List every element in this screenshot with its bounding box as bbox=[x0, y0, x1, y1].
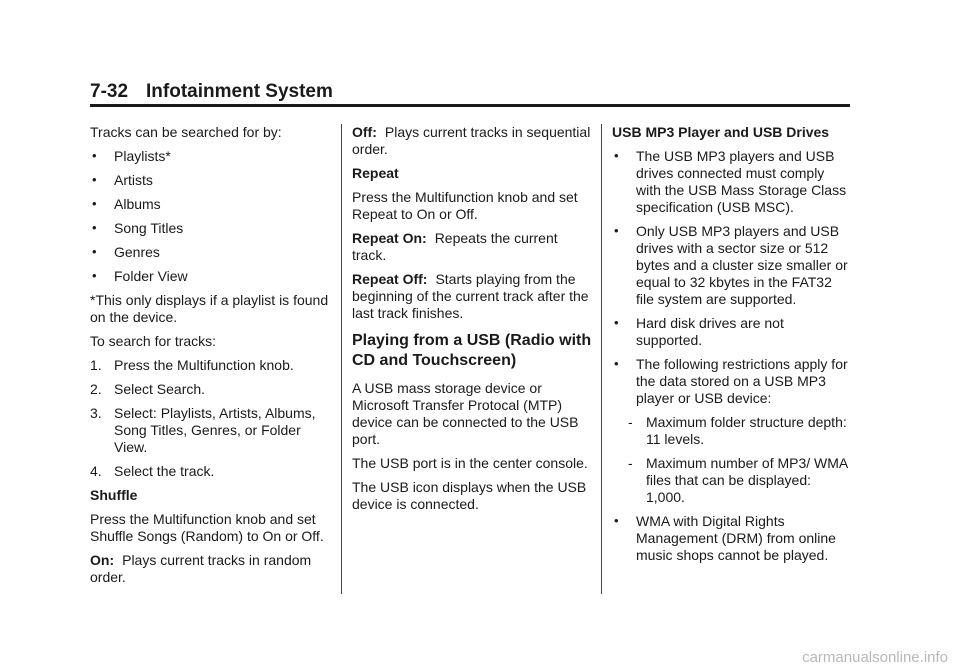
list-item: • Hard disk drives are not supported. bbox=[614, 315, 784, 348]
bullet-icon: • bbox=[92, 244, 97, 259]
watermark: carmanualsonline.info bbox=[802, 649, 948, 666]
header-rule bbox=[90, 104, 850, 107]
bullet-icon: • bbox=[92, 196, 97, 211]
repeat-on-definition: Repeat On: Repeats the current track. bbox=[352, 230, 558, 263]
step-item: 4. Select the track. bbox=[90, 463, 215, 479]
list-item: • Genres bbox=[92, 244, 160, 260]
sub-list-item: - Maximum folder structure depth: 11 levels. bbox=[628, 414, 847, 447]
dash-icon: - bbox=[628, 414, 633, 430]
bullet-icon: • bbox=[92, 172, 97, 187]
shuffle-off-definition: Off: Plays current tracks in sequential order. bbox=[352, 124, 591, 157]
list-item: • Playlists* bbox=[92, 148, 171, 164]
sub-list-item: - Maximum number of MP3/ WMA files that can be displayed: 1,000. bbox=[628, 455, 848, 505]
step-item: 1. Press the Multifunction knob. bbox=[90, 357, 294, 373]
column-3 bbox=[612, 124, 852, 571]
bullet-icon: • bbox=[92, 148, 97, 163]
column-1 bbox=[90, 124, 330, 593]
column-divider-2 bbox=[601, 124, 602, 594]
bullet-icon: • bbox=[614, 513, 619, 528]
step-item: 3. Select: Playlists, Artists, Albums, Song Titles, Genres, or Folder View. bbox=[90, 405, 316, 455]
bullet-icon: • bbox=[614, 148, 619, 163]
list-item: • The USB MP3 players and USB drives connected must comply with the USB Mass Storage Class specification (USB MSC). bbox=[614, 148, 847, 215]
list-item: • The following restrictions apply for the data stored on a USB MP3 player or USB device: bbox=[614, 356, 848, 406]
usb-paragraph-1: A USB mass storage device or Microsoft Transfer Protocal (MTP) device can be connected to the USB port. bbox=[352, 380, 579, 447]
list-item: • Artists bbox=[92, 172, 153, 188]
list-item: • Albums bbox=[92, 196, 161, 212]
list-item: • Song Titles bbox=[92, 220, 184, 236]
repeat-heading: Repeat bbox=[352, 165, 399, 181]
search-intro: Tracks can be searched for by: bbox=[90, 124, 282, 140]
list-item: • WMA with Digital Rights Management (DRM) from online music shops cannot be played. bbox=[614, 513, 836, 563]
page-header bbox=[90, 80, 850, 104]
dash-icon: - bbox=[628, 455, 633, 471]
page-number: 7-32 bbox=[90, 81, 129, 102]
repeat-off-definition: Repeat Off: Starts playing from the beginning of the current track after the last track finishes. bbox=[352, 271, 589, 321]
bullet-icon: • bbox=[614, 356, 619, 371]
bullet-icon: • bbox=[614, 223, 619, 238]
usb-drives-heading: USB MP3 Player and USB Drives bbox=[612, 124, 830, 140]
bullet-icon: • bbox=[92, 268, 97, 283]
steps-intro: To search for tracks: bbox=[90, 333, 217, 349]
shuffle-heading: Shuffle bbox=[90, 487, 138, 503]
step-item: 2. Select Search. bbox=[90, 381, 206, 397]
usb-paragraph-2: The USB port is in the center console. bbox=[352, 455, 588, 471]
section-title: Infotainment System bbox=[146, 81, 333, 102]
shuffle-on-definition: On: Plays current tracks in random order. bbox=[90, 552, 312, 585]
playlist-footnote: *This only displays if a playlist is found on the device. bbox=[90, 292, 329, 325]
list-item: • Only USB MP3 players and USB drives with a sector size or 512 bytes and a cluster size smaller or equal to 32 kbytes in the FAT32 file system are supported. bbox=[614, 223, 848, 307]
column-divider-1 bbox=[341, 124, 342, 594]
bullet-icon: • bbox=[614, 315, 619, 330]
usb-paragraph-3: The USB icon displays when the USB device is connected. bbox=[352, 479, 587, 512]
list-item: • Folder View bbox=[92, 268, 188, 284]
repeat-text: Press the Multifunction knob and set Repeat to On or Off. bbox=[352, 189, 578, 222]
bullet-icon: • bbox=[92, 220, 97, 235]
usb-section-heading: Playing from a USB (Radio with CD and Touchscreen) bbox=[352, 332, 592, 369]
shuffle-text: Press the Multifunction knob and set Shuffle Songs (Random) to On or Off. bbox=[90, 511, 324, 544]
column-2 bbox=[352, 124, 592, 520]
